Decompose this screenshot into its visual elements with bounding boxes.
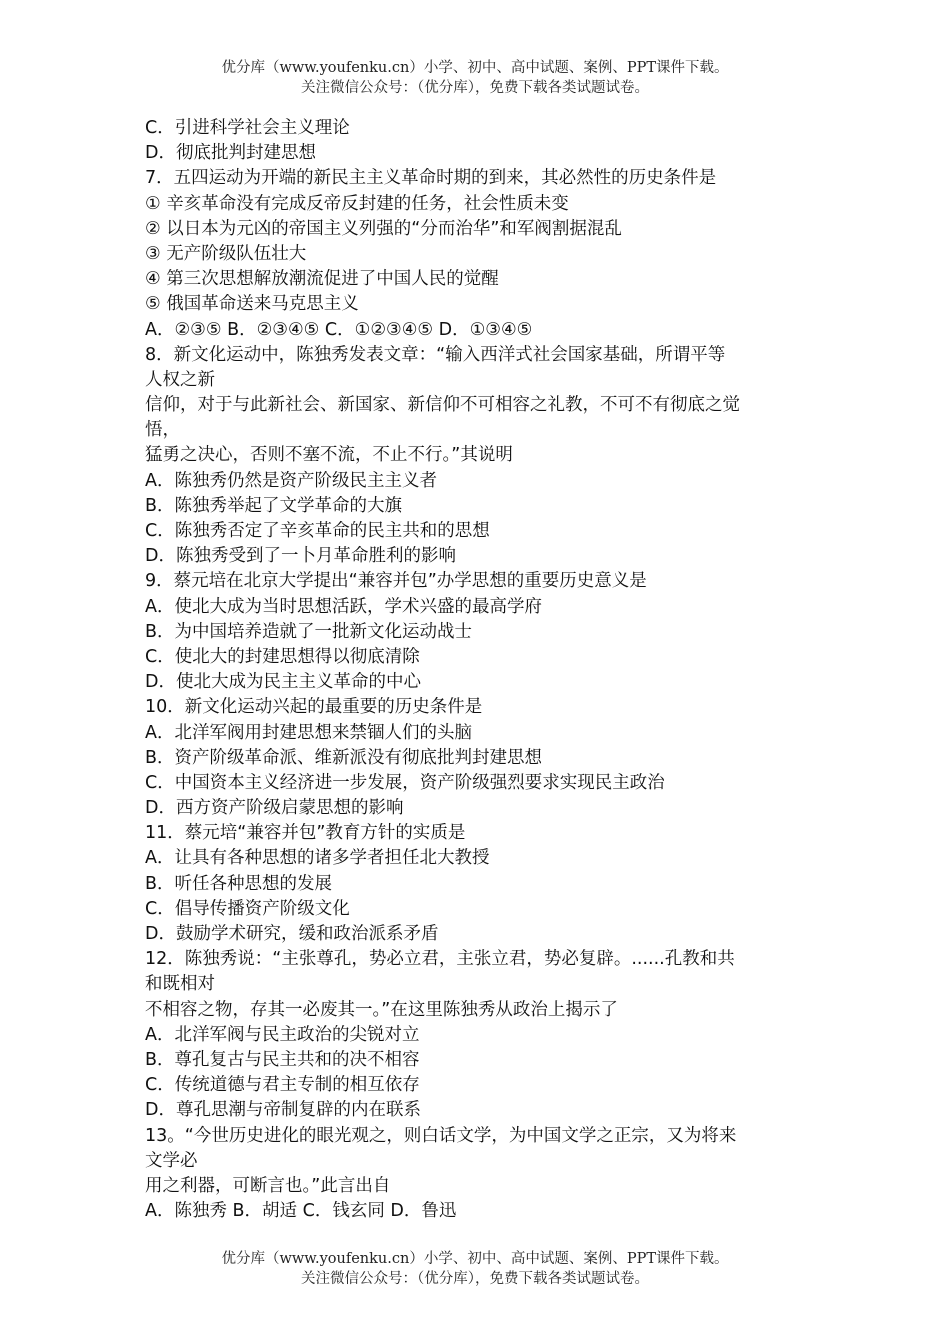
text-line: C．使北大的封建思想得以彻底清除 <box>145 646 420 667</box>
text-line: C．传统道德与君主专制的相互依存 <box>145 1075 420 1096</box>
text-line: B．为中国培养造就了一批新文化运动战士 <box>145 621 473 642</box>
text-line: 和既相对 <box>145 974 215 995</box>
text-line: B．尊孔复古与民主共和的决不相容 <box>145 1049 420 1070</box>
text-line: 12．陈独秀说：“主张尊孔，势必立君，主张立君，势必复辟。......孔教和共 <box>145 949 735 970</box>
text-line: 悟， <box>145 420 180 441</box>
text-line: C．陈独秀否定了辛亥革命的民主共和的思想 <box>145 521 490 541</box>
text-line: A．陈独秀 B．胡适 C．钱玄同 D．鲁迅 <box>145 1201 457 1222</box>
text-line: 人权之新 <box>145 369 215 390</box>
text-line: A．北洋军阀与民主政治的尖锐对立 <box>145 1024 420 1045</box>
text-line: D．西方资产阶级启蒙思想的影响 <box>145 798 404 819</box>
text-line: ④ 第三次思想解放潮流促进了中国人民的觉醒 <box>145 269 499 290</box>
text-line: A．让具有各种思想的诸多学者担任北大教授 <box>145 848 490 869</box>
text-line: ⑤ 俄国革命送来马克思主义 <box>145 294 359 315</box>
page-header <box>0 58 950 98</box>
text-line: D．鼓励学术研究，缓和政治派系矛盾 <box>145 924 439 944</box>
footer-line-2: 关注微信公众号：（优分库），免费下载各类试题试卷。 <box>301 1271 649 1287</box>
text-line: B．资产阶级革命派、维新派没有彻底批判封建思想 <box>145 747 543 768</box>
text-line: 13。“今世历史进化的眼光观之，则白话文学，为中国文学之正宗，又为将来 <box>145 1125 737 1146</box>
text-line: ③ 无产阶级队伍壮大 <box>145 243 307 264</box>
text-line: C．中国资本主义经济进一步发展，资产阶级强烈要求实现民主政治 <box>145 772 665 793</box>
text-line: A．北洋军阀用封建思想来禁锢人们的头脑 <box>145 722 472 743</box>
text-line: D．使北大成为民主主义革命的中心 <box>145 672 421 693</box>
header-line-2: 关注微信公众号：（优分库），免费下载各类试题试卷。 <box>301 80 649 96</box>
text-line: D．彻底批判封建思想 <box>145 143 316 164</box>
text-line: A．②③⑤ B．②③④⑤ C．①②③④⑤ D．①③④⑤ <box>145 319 533 340</box>
text-line: 信仰，对于与此新社会、新国家、新信仰不可相容之礼教，不可不有彻底之觉 <box>145 395 740 416</box>
text-line: C．引进科学社会主义理论 <box>145 118 350 138</box>
text-line: B．陈独秀举起了文学革命的大旗 <box>145 495 403 516</box>
text-line: 不相容之物，存其一必废其一。”在这里陈独秀从政治上揭示了 <box>145 999 618 1020</box>
text-line: 11．蔡元培“兼容并包”教育方针的实质是 <box>145 823 466 844</box>
text-line: 文学必 <box>145 1150 198 1171</box>
text-line: D．陈独秀受到了一卜月革命胜利的影响 <box>145 546 456 567</box>
text-line: ① 辛亥革命没有完成反帝反封建的任务，社会性质未变 <box>145 193 569 214</box>
text-line: 7．五四运动为开端的新民主主义革命时期的到来，其必然性的历史条件是 <box>145 168 717 189</box>
page-footer <box>0 1249 950 1289</box>
header-line-1: 优分库（www.youfenku.cn）小学、初中、高中试题、案例、PPT课件下载。 <box>221 60 729 76</box>
footer-line-1: 优分库（www.youfenku.cn）小学、初中、高中试题、案例、PPT课件下载。 <box>221 1251 729 1267</box>
text-line: A．使北大成为当时思想活跃，学术兴盛的最高学府 <box>145 596 542 617</box>
text-line: 用之利器，可断言也。”此言出自 <box>145 1175 391 1196</box>
text-line: 8．新文化运动中，陈独秀发表文章：“输入西洋式社会国家基础，所谓平等 <box>145 344 726 365</box>
text-line: C．倡导传播资产阶级文化 <box>145 898 350 919</box>
text-line: 10．新文化运动兴起的最重要的历史条件是 <box>145 697 483 718</box>
question-content <box>145 116 810 1224</box>
text-line: 猛勇之决心，否则不塞不流，不止不行。”其说明 <box>145 445 513 466</box>
text-line: 9．蔡元培在北京大学提出“兼容并包”办学思想的重要历史意义是 <box>145 571 647 592</box>
text-line: A．陈独秀仍然是资产阶级民主主义者 <box>145 470 437 491</box>
text-line: ② 以日本为元凶的帝国主义列强的“分而治华”和军阀割据混乱 <box>145 218 622 239</box>
text-line: B．听任各种思想的发展 <box>145 873 333 894</box>
text-line: D．尊孔思潮与帝制复辟的内在联系 <box>145 1100 421 1121</box>
